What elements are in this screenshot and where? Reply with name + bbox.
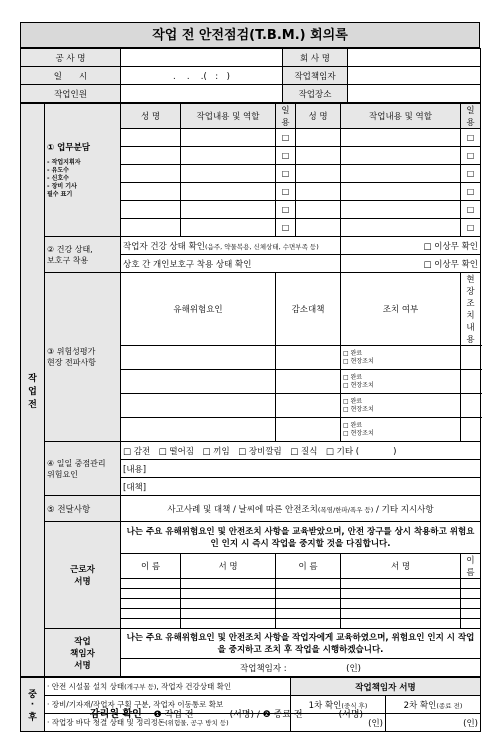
section5-label: ⑤ 전달사항	[45, 496, 121, 522]
second-seal[interactable]: (인)	[386, 714, 481, 732]
section2-label: ② 건강 상태, 보호구 착용	[45, 237, 121, 273]
checkbox[interactable]: □	[276, 183, 296, 201]
status-checkbox[interactable]: □ 완료 □ 현장조치	[341, 370, 461, 394]
page-title: 작업 전 안전점검(T.B.M.) 회의록	[20, 22, 480, 48]
manager-sign-line[interactable]: 작업책임자 : (인)	[121, 659, 481, 677]
checkbox[interactable]: □	[276, 201, 296, 219]
checkbox[interactable]: □	[276, 219, 296, 237]
checkbox[interactable]: □	[461, 183, 481, 201]
workers-sign-label: 근로자 서명	[45, 522, 121, 629]
section5-text: 사고사례 및 대책 / 날씨에 따른 안전조치(폭염/한파/폭우 등) / 기타 지시사항	[121, 496, 481, 522]
manager-pledge: 나는 주요 유해위험요인 및 안전조치 사항을 작업자에게 교육하였으며, 위험요인 인지 시 작업을 중지하고 조치 후 작업을 시행하겠습니다.	[121, 629, 481, 659]
after-item-2: · 장비/기자재/작업자 구획 구분, 작업자 이동통로 확보	[45, 696, 291, 714]
after-table: 중 · 후 · 안전 시설물 설치 상태(개구부 등), 작업자 건강상태 확인 작업책임자 서명 · 장비/기자재/작업자 구획 구분, 작업자 이동통로 확보 1차 확인(중식 후) 2차 확인(종료 전) · 작업장 바닥 청결 상태 및 정리정돈(위험물, 공구 방치 등) (인) (인)	[20, 677, 481, 732]
supervisor-footer: 감리원 확인 ❶ 작업 전 (서명) / ❷ 종료 전 (서명)	[90, 709, 364, 720]
status-checkbox[interactable]: □ 완료 □ 현장조치	[341, 394, 461, 418]
health-check-box[interactable]: □ 이상무 확인	[341, 237, 481, 255]
checkbox[interactable]: □	[461, 165, 481, 183]
label-manager: 작업책임자	[283, 67, 348, 85]
date-field[interactable]: . . .( : )	[121, 67, 283, 85]
manager-sign-label: 작업 책임자 서명	[45, 629, 121, 677]
ppe-check-box[interactable]: □ 이상무 확인	[341, 255, 481, 273]
checkbox[interactable]: □	[461, 129, 481, 147]
site-field[interactable]	[121, 49, 283, 67]
ppe-row: 상호 간 개인보호구 착용 상태 확인	[121, 255, 341, 273]
status-checkbox[interactable]: □ 완료 □ 현장조치	[341, 346, 461, 370]
manager-field[interactable]	[348, 67, 481, 85]
label-workers: 작업인원	[21, 85, 121, 103]
checkbox[interactable]: □	[276, 147, 296, 165]
side-before: 작 업 전	[21, 104, 45, 677]
label-place: 작업장소	[283, 85, 348, 103]
workers-pledge: 나는 주요 유해위험요인 및 안전조치 사항을 교육받았으며, 안전 장구를 상시 착용하고 위험요인 인지 시 즉시 작업을 중지할 것을 다짐합니다.	[121, 522, 481, 554]
status-checkbox[interactable]: □ 완료 □ 현장조치	[341, 418, 461, 442]
section1-label: ① 업무분담 - 작업지휘자 - 유도수 - 신호수 - 장비 기사 필수 표기	[45, 104, 121, 237]
risk-options[interactable]: □ 감전 □ 떨어짐 □ 끼임 □ 장비깔림 □ 질식 □ 기타 ( )	[121, 442, 481, 460]
after-item-1: · 안전 시설물 설치 상태(개구부 등), 작업자 건강상태 확인	[45, 678, 291, 696]
side-after: 중 · 후	[21, 678, 45, 732]
checkbox[interactable]: □	[461, 201, 481, 219]
checkbox[interactable]: □	[461, 219, 481, 237]
label-company: 회 사 명	[283, 49, 348, 67]
risk-measure[interactable]: [대책]	[121, 478, 481, 496]
after-sign-title: 작업책임자 서명	[291, 678, 481, 696]
risk-content[interactable]: [내용]	[121, 460, 481, 478]
section3-label: ③ 위험성평가 현장 전파사항	[45, 273, 121, 442]
section1-table: 작 업 전 ① 업무분담 - 작업지휘자 - 유도수 - 신호수 - 장비 기사 필수 표기 성 명 작업내용 및 역할 일용 성 명 작업내용 및 역할 일용 □ □ □ □ □ □ □ □ □ □ □ □ ② 건강 상태, 보호구 착용 작업자 건강 상태 확인(음주, 약물복용, 신체상태, 수면부족 등) □ 이상무 확인 상호 간 개인보호구 착용 상태 확인 □ 이상무 확인 ③ 위험성평가 현장 전파사항 유해위험요인 감소대책 조치 여부 현장조치 내용 □ 완료 □ 현장조치 □ 완료 □ 현장조치 □ 완료 □ 현장조치 □ 완료 □ 현장조치 ④ 일일 중점관리 위험요인 □ 감전 □ 떨어짐 □ 끼임 □ 장비깔림 □ 질식 □ 기타 ( ) [내용] [대책] ⑤ 전달사항 사고사례 및 대책 / 날씨에 따른 안전조치(폭염/한파/폭우 등) / 기타 지시사항 근로자 서명 나는 주요 유해위험요인 및 안전조치 사항을 교육받았으며, 안전 장구를 상시 착용하고 위험요인 인지 시 즉시 작업을 중지할 것을 다짐합니다. 이 름 서 명 이 름 서 명 이 름 작업 책임자 서명 나는 주요 유해위험요인 및 안전조치 사항을 작업자에게 교육하였으며, 위험요인 인지 시 작업을 중지하고 조치 후 작업을 시행하겠습니다. 작업책임자 : (인)	[20, 103, 481, 677]
label-site: 공 사 명	[21, 49, 121, 67]
health-check-row: 작업자 건강 상태 확인(음주, 약물복용, 신체상태, 수면부족 등)	[121, 237, 341, 255]
label-datetime: 일 시	[21, 67, 121, 85]
after-item-3: · 작업장 바닥 청결 상태 및 정리정돈(위험물, 공구 방치 등)	[45, 714, 291, 732]
workers-field[interactable]	[121, 85, 283, 103]
company-field[interactable]	[348, 49, 481, 67]
checkbox[interactable]: □	[276, 165, 296, 183]
form	[20, 22, 480, 732]
checkbox[interactable]: □	[276, 129, 296, 147]
section4-label: ④ 일일 중점관리 위험요인	[45, 442, 121, 496]
first-seal[interactable]: (인)	[291, 714, 386, 732]
checkbox[interactable]: □	[461, 147, 481, 165]
place-field[interactable]	[348, 85, 481, 103]
header-table	[20, 48, 481, 103]
